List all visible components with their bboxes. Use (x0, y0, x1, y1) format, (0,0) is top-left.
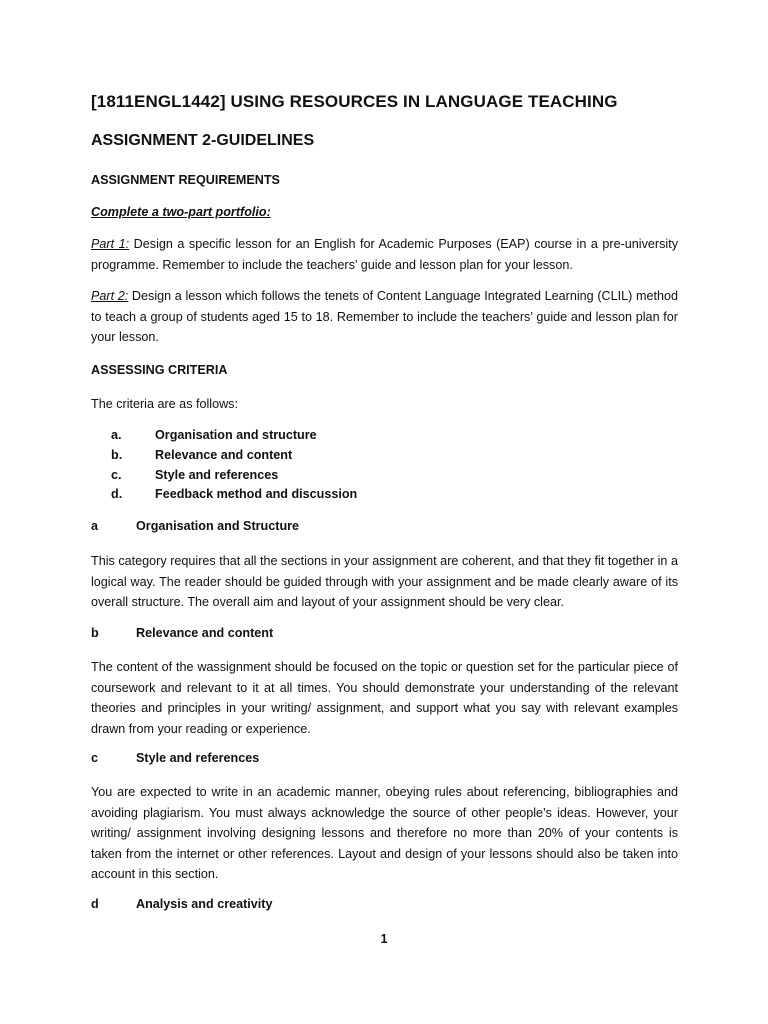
part2-text: Design a lesson which follows the tenets of Content Language Integrated Learning (CLIL) method to teach a group of students aged 15 to 18. Remember to include the teachers’ guide and lesson plan for your lesson. (91, 289, 678, 344)
list-label: Style and references (155, 467, 279, 482)
criteria-list (91, 426, 357, 505)
list-label: Organisation and structure (155, 428, 317, 442)
section-title: Relevance and content (136, 626, 274, 640)
section-c-heading (91, 751, 259, 765)
part2-label: Part 2: (91, 289, 129, 303)
portfolio-intro (91, 202, 678, 223)
section-b-body: The content of the wassignment should be focused on the topic or question set for the particular piece of coursework and relevant to it at all times. You should demonstrate your understanding of the relevant theories and principles in your writing/ assignment, and support what you say with relevant examples drawn from your reading or experience. (91, 660, 678, 736)
list-item (91, 446, 357, 466)
section-letter: d (91, 897, 99, 911)
list-label: Feedback method and discussion (155, 487, 358, 502)
part1-text: Design a specific lesson for an English for Academic Purposes (EAP) course in a pre-university programme. Remember to include the teachers’ guide and lesson plan for your lesson. (91, 237, 678, 272)
section-b-heading (91, 626, 273, 640)
list-marker: d. (111, 487, 123, 502)
section-title: Analysis and creativity (136, 897, 273, 911)
requirements-heading: ASSIGNMENT REQUIREMENTS (91, 173, 280, 187)
list-item (91, 466, 357, 486)
list-marker: a. (111, 428, 122, 442)
section-a-body: This category requires that all the sections in your assignment are coherent, and that they fit together in a logical way. The reader should be guided through with your assignment and be made clearly aware of its overall structure. The overall aim and layout of your assignment should be very clear. (91, 554, 678, 609)
course-title: [1811ENGL1442] USING RESOURCES IN LANGUAGE TEACHING (91, 92, 618, 111)
criteria-heading: ASSESSING CRITERIA (91, 363, 228, 377)
section-a-heading (91, 519, 299, 533)
section-d-heading (91, 897, 273, 911)
list-item (91, 426, 357, 446)
criteria-intro: The criteria are as follows: (91, 397, 238, 411)
section-title: Organisation and Structure (136, 519, 300, 533)
part2-paragraph (91, 286, 678, 348)
section-letter: b (91, 626, 99, 640)
part1-label: Part 1: (91, 237, 130, 251)
section-c-body: You are expected to write in an academic manner, obeying rules about referencing, bibliographies and avoiding plagiarism. You must always acknowledge the source of other people’s ideas. However, your writing/ assignment involving designing lessons and therefore no more than 20% of your contents is taken from the internet or other references. Layout and design of your lessons should also be taken into account in this section. (91, 785, 678, 881)
portfolio-intro-text: Complete a two-part portfolio: (91, 205, 271, 219)
page-number: 1 (380, 932, 388, 946)
section-letter: c (91, 751, 99, 765)
section-letter: a (91, 519, 99, 533)
list-label: Relevance and content (155, 447, 293, 462)
section-title: Style and references (136, 751, 260, 765)
list-item (91, 485, 357, 505)
list-marker: b. (111, 447, 123, 462)
part1-paragraph (91, 234, 678, 275)
list-marker: c. (111, 467, 122, 482)
assignment-title: ASSIGNMENT 2-GUIDELINES (91, 132, 315, 149)
